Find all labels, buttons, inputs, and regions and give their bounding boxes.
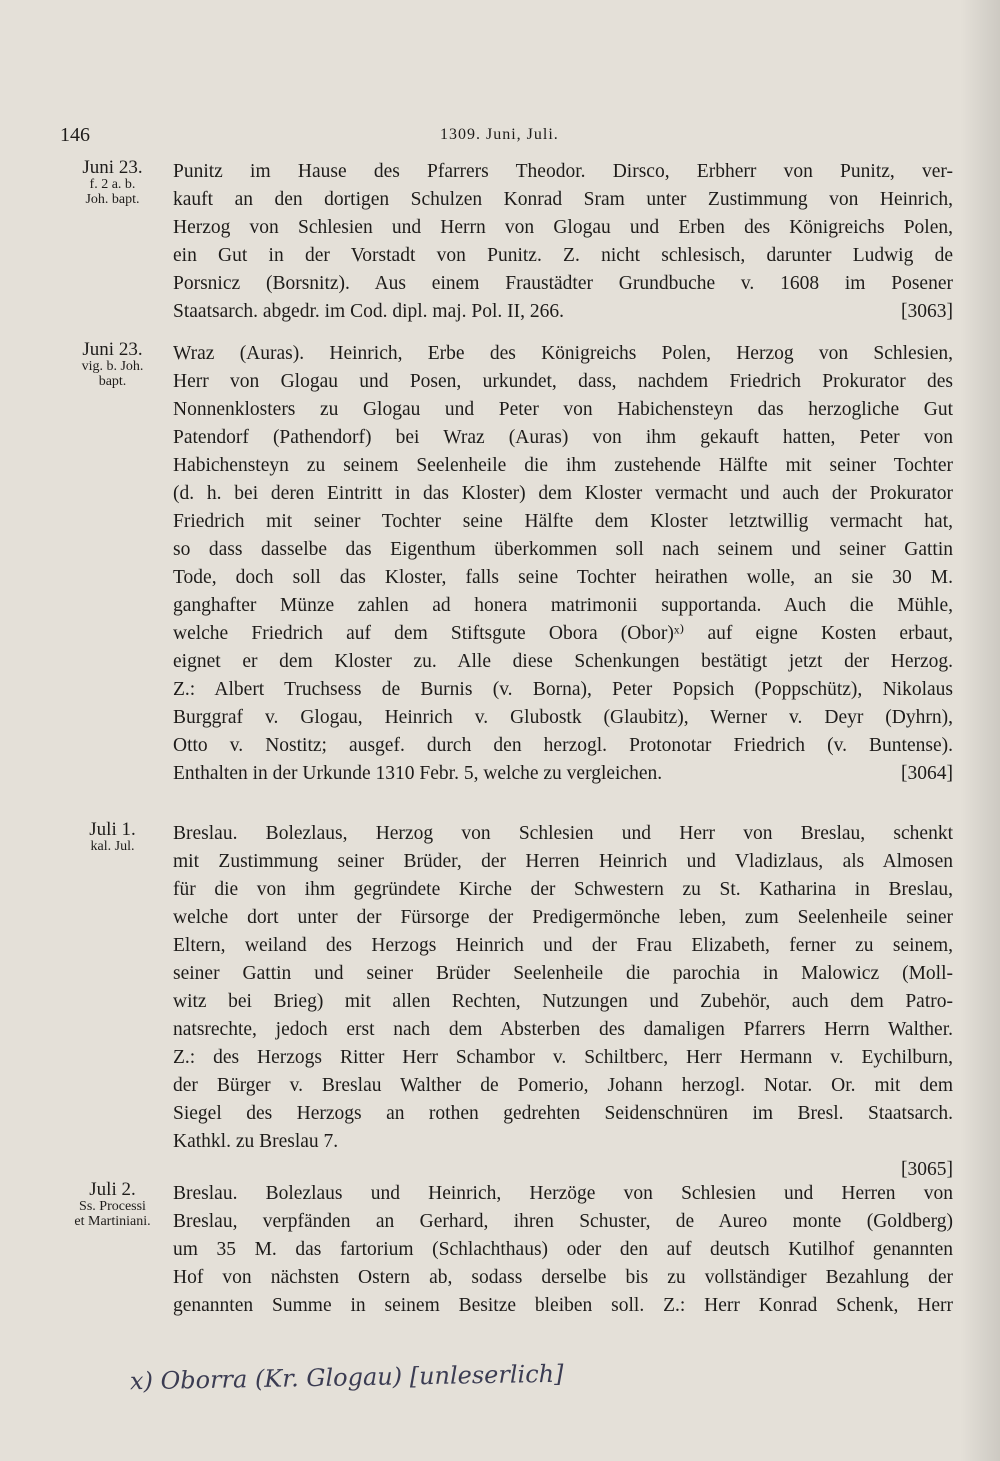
text-line: Breslau. Bolezlaus und Heinrich, Herzöge von Schlesien und Herren von [173,1183,953,1204]
text-line: (d. h. bei deren Eintritt in das Kloster) dem Kloster vermacht und auch der Prokurator [173,483,953,504]
entry-text [173,1180,953,1320]
text-line: für die von ihm gegründete Kirche der Schwestern zu St. Katharina in Breslau, [173,879,953,900]
margin-date: Juni 23. [82,157,143,178]
margin-note: kal. Jul. [90,838,135,854]
text-line: seiner Gattin und seiner Brüder Seelenheile die parochia in Malowicz (Moll- [173,963,953,984]
text-line: ein Gut in der Vorstadt von Punitz. Z. nicht schlesisch, darunter Ludwig de [173,245,953,266]
margin-note: et Martiniani. [74,1213,151,1229]
text-line: Breslau, verpfänden an Gerhard, ihren Schuster, de Aureo monte (Goldberg) [173,1211,953,1232]
entry-number: [3063] [901,301,953,322]
text-line: Z.: des Herzogs Ritter Herr Schambor v. Schiltberc, Herr Hermann v. Eychilburn, [173,1047,953,1068]
text-line: der Bürger v. Breslau Walther de Pomerio, Johann herzogl. Notar. Or. mit dem [173,1075,953,1096]
text-line: Wraz (Auras). Heinrich, Erbe des Königreichs Polen, Herzog von Schlesien, [173,343,953,364]
page-header [60,124,950,154]
text-line: kauft an den dortigen Schulzen Konrad Sram unter Zustimmung von Heinrich, [173,189,953,210]
entry-text [173,158,953,326]
text-line: witz bei Brieg) mit allen Rechten, Nutzungen und Zubehör, auch dem Patro- [173,991,953,1012]
text-line: mit Zustimmung seiner Brüder, der Herren Heinrich und Vladizlaus, als Almosen [173,851,953,872]
entry-number: [3064] [901,763,953,784]
text-line: eignet er dem Kloster zu. Alle diese Schenkungen bestätigt jetzt der Herzog. [173,651,953,672]
margin-note: f. 2 a. b. [89,176,136,192]
margin-date-block [60,820,165,855]
margin-date: Juli 1. [89,819,136,840]
text-line: Herr von Glogau und Posen, urkundet, dass, nachdem Friedrich Prokurator des [173,371,953,392]
entry-number: [3065] [901,1159,953,1180]
text-line: Friedrich mit seiner Tochter seine Hälfte dem Kloster letztwillig vermacht hat, [173,511,953,532]
page-edge-shadow [960,0,1000,1461]
text-line-last [173,760,953,788]
text-line: Porsnicz (Borsnitz). Aus einem Fraustädter Grundbuche v. 1608 im Posener [173,273,953,294]
page-number: 146 [60,124,90,146]
text-line: um 35 M. das fartorium (Schlachthaus) oder den auf deutsch Kutilhof genannten [173,1239,953,1260]
text-line: genannten Summe in seinem Besitze bleiben soll. Z.: Herr Konrad Schenk, Herr [173,1295,953,1316]
text-line: Hof von nächsten Ostern ab, sodass derselbe bis zu vollständiger Bezahlung der [173,1267,953,1288]
text-line: Kathkl. zu Breslau 7. [173,1131,339,1152]
text-line: natsrechte, jedoch erst nach dem Absterben des damaligen Pfarrers Herrn Walther. [173,1019,953,1040]
text-line: Z.: Albert Truchsess de Burnis (v. Borna), Peter Popsich (Poppschütz), Nikolaus [173,679,953,700]
margin-note: Joh. bapt. [85,191,140,207]
text-line: Herzog von Schlesien und Herrn von Glogau und Erben des Königreichs Polen, [173,217,953,238]
margin-note: bapt. [98,373,127,389]
margin-date-block [60,340,165,389]
text-line: Staatsarch. abgedr. im Cod. dipl. maj. Pol. II, 266. [173,301,565,322]
running-title: 1309. Juni, Juli. [440,126,559,143]
text-line: welche Friedrich auf dem Stiftsgute Obora (Obor)ˣ⁾ auf eigne Kosten erbaut, [173,623,953,644]
text-line: Siegel des Herzogs an rothen gedrehten Seidenschnüren im Bresl. Staatsarch. [173,1103,953,1124]
text-line: Habichensteyn zu seinem Seelenheile die ihm zustehende Hälfte mit seiner Tochter [173,455,953,476]
entry-text [173,820,953,1184]
entry-text [173,340,953,788]
handwritten-footnote: x) Oborra (Kr. Glogau) [unleserlich] [129,1359,564,1396]
text-line-last [173,298,953,326]
margin-note: Ss. Processi [79,1198,146,1214]
text-line: Tode, doch soll das Kloster, falls seine Tochter heirathen wolle, an sie 30 M. [173,567,953,588]
margin-date-block [60,1180,165,1229]
text-line: Burggraf v. Glogau, Heinrich v. Glubostk (Glaubitz), Werner v. Deyr (Dyhrn), [173,707,953,728]
text-line: Patendorf (Pathendorf) bei Wraz (Auras) von ihm gekauft hatten, Peter von [173,427,953,448]
text-line: Enthalten in der Urkunde 1310 Febr. 5, welche zu vergleichen. [173,763,663,784]
text-line: Breslau. Bolezlaus, Herzog von Schlesien und Herr von Breslau, schenkt [173,823,953,844]
margin-date: Juli 2. [89,1179,136,1200]
margin-date: Juni 23. [82,339,143,360]
text-line: so dass dasselbe das Eigenthum überkommen soll nach seinem und seiner Gattin [173,539,953,560]
margin-date-block [60,158,165,207]
text-line: welche dort unter der Fürsorge der Predigermönche leben, zum Seelenheile seiner [173,907,953,928]
text-line: Eltern, weiland des Herzogs Heinrich und der Frau Elizabeth, ferner zu seinem, [173,935,953,956]
text-line: ganghafter Münze zahlen ad honera matrimonii supportanda. Auch die Mühle, [173,595,953,616]
margin-note: vig. b. Joh. [81,358,144,374]
text-line: Otto v. Nostitz; ausgef. durch den herzogl. Protonotar Friedrich (v. Buntense). [173,735,953,756]
text-line: Nonnenklosters zu Glogau und Peter von Habichensteyn das herzogliche Gut [173,399,953,420]
text-line: Punitz im Hause des Pfarrers Theodor. Dirsco, Erbherr von Punitz, ver- [173,161,953,182]
